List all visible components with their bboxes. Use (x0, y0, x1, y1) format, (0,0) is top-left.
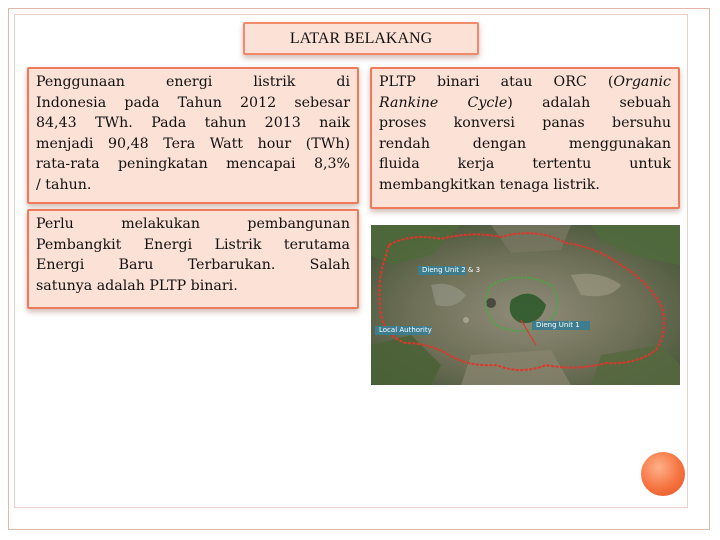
map-label-dieng-unit-2-3: Dieng Unit 2 & 3 (418, 266, 466, 275)
dieng-satellite-map (371, 225, 680, 385)
renewable-energy-textbox (27, 209, 359, 309)
text-line: Pembangkit Energi Listrik terutama (36, 236, 350, 253)
text-line: satunya adalah PLTP binari. (36, 277, 238, 294)
text-line: Penggunaan energi listrik di (36, 74, 350, 90)
text-line: fluida kerja tertentu untuk (379, 156, 671, 172)
italic-term: Rankine Cycle (379, 94, 508, 111)
text-line: menjadi 90,48 Tera Watt hour (TWh) (36, 135, 350, 152)
text-segment: ) adalah sebuah (507, 94, 671, 111)
text-line: rata-rata peningkatan mencapai 8,3% (36, 156, 350, 172)
text-line: / tahun. (36, 176, 92, 193)
text-line: membangkitkan tenaga listrik. (379, 176, 600, 193)
text-line: Indonesia pada Tahun 2012 sebesar (36, 94, 350, 111)
map-label-local-authority: Local Authority (375, 326, 431, 335)
text-segment: PLTP binari atau ORC ( (379, 74, 614, 90)
slide-title: LATAR BELAKANG (243, 22, 479, 55)
text-line: Energi Baru Terbarukan. Salah (36, 257, 350, 273)
text-line: 84,43 TWh. Pada tahun 2013 naik (36, 115, 350, 131)
italic-term: Organic (613, 74, 671, 90)
text-line: proses konversi panas bersuhu (379, 115, 671, 131)
pltp-definition-textbox (370, 67, 680, 209)
text-line (379, 93, 671, 114)
text-line (379, 72, 671, 93)
decorative-orange-circle (641, 452, 685, 496)
energy-usage-textbox (27, 67, 359, 204)
text-line: Perlu melakukan pembangunan (36, 216, 350, 232)
map-label-dieng-unit-1: Dieng Unit 1 (532, 321, 590, 330)
map-image (371, 225, 680, 385)
text-line: rendah dengan menggunakan (379, 135, 671, 152)
